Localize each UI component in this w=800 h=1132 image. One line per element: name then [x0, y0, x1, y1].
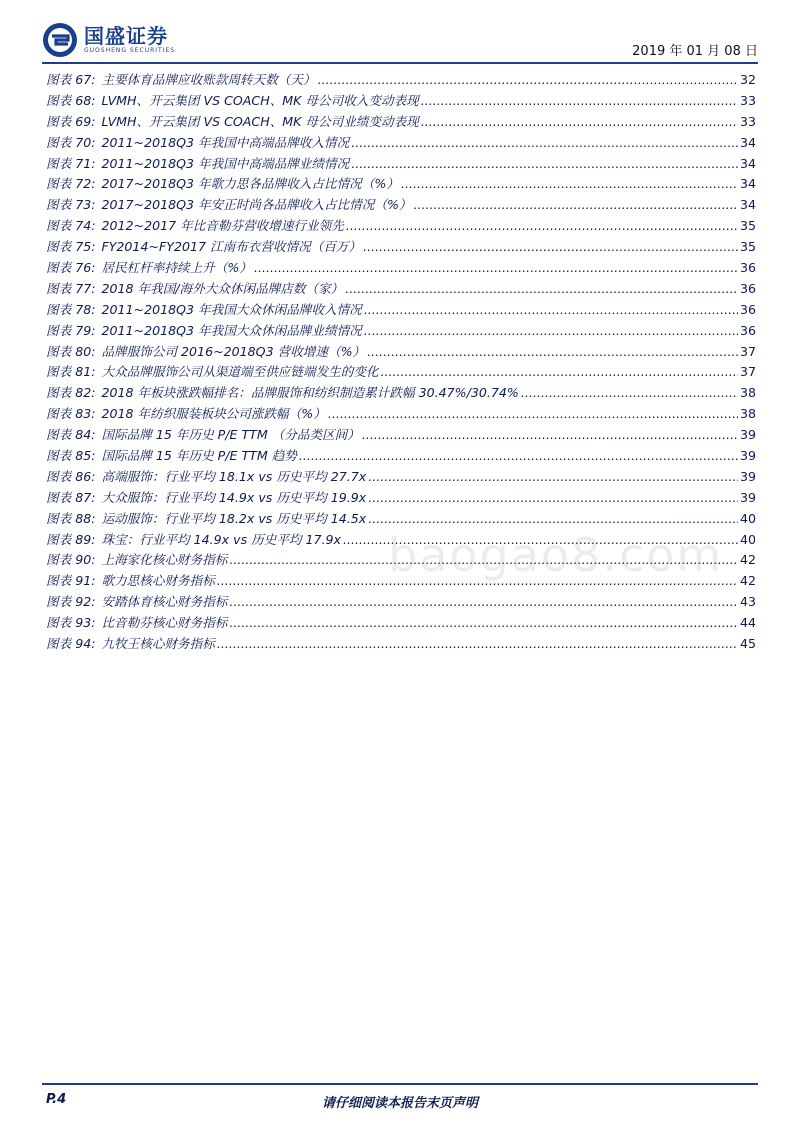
- toc-entry-label: 图表 83:: [46, 406, 96, 422]
- toc-entry[interactable]: [46, 550, 756, 571]
- toc-entry[interactable]: [46, 488, 756, 509]
- toc-dot-leader: [318, 70, 738, 91]
- toc-entry-page: 39: [739, 489, 756, 505]
- page-header: [42, 20, 758, 66]
- toc-dot-leader: [254, 258, 738, 279]
- toc-entry[interactable]: [46, 342, 756, 363]
- toc-entry-label: 图表 80:: [46, 343, 96, 359]
- toc-entry-title: 歌力思核心财务指标: [101, 573, 215, 589]
- toc-dot-leader: [367, 342, 738, 363]
- toc-dot-leader: [381, 362, 738, 383]
- toc-entry-label: 图表 73:: [46, 197, 96, 213]
- toc-entry-label: 图表 74:: [46, 218, 96, 234]
- toc-entry[interactable]: [46, 613, 756, 634]
- toc-entry-title: FY2014~FY2017 江南布衣营收情况（百万）: [101, 239, 362, 255]
- toc-entry-page: 40: [739, 531, 756, 547]
- toc-entry-page: 33: [739, 92, 756, 108]
- toc-entry-label: 图表 87:: [46, 489, 96, 505]
- toc-entry-page: 40: [739, 510, 756, 526]
- toc-dot-leader: [343, 530, 738, 551]
- toc-entry-page: 42: [739, 552, 756, 568]
- toc-entry[interactable]: [46, 279, 756, 300]
- toc-entry[interactable]: [46, 154, 756, 175]
- page-number: P.4: [46, 1092, 67, 1107]
- toc-entry-title: 2017~2018Q3 年歌力思各品牌收入占比情况（%）: [101, 176, 399, 192]
- toc-entry-title: 上海家化核心财务指标: [101, 552, 228, 568]
- toc-entry-title: 品牌服饰公司 2016~2018Q3 营收增速（%）: [101, 343, 366, 359]
- toc-entry-page: 43: [739, 594, 756, 610]
- toc-entry[interactable]: [46, 237, 756, 258]
- toc-entry[interactable]: [46, 446, 756, 467]
- toc-entry-page: 37: [739, 364, 756, 380]
- toc-entry[interactable]: [46, 216, 756, 237]
- toc-entry-title: LVMH、开云集团 VS COACH、MK 母公司收入变动表现: [101, 92, 419, 108]
- toc-entry-label: 图表 72:: [46, 176, 96, 192]
- brand-name-en: GUOSHENG SECURITIES: [84, 47, 176, 54]
- toc-entry-page: 42: [739, 573, 756, 589]
- toc-entry-title: 居民杠杆率持续上升（%）: [101, 260, 252, 276]
- toc-entry-title: 大众品牌服饰公司从渠道端至供应链端发生的变化: [101, 364, 379, 380]
- toc-entry-page: 39: [739, 448, 756, 464]
- toc-entry[interactable]: [46, 133, 756, 154]
- toc-entry[interactable]: [46, 258, 756, 279]
- toc-entry-title: 主要体育品牌应收账款周转天数（天）: [101, 72, 316, 87]
- toc-entry-title: 2011~2018Q3 年我国大众休闲品牌业绩情况: [101, 322, 362, 338]
- toc-dot-leader: [368, 488, 738, 509]
- toc-entry-page: 38: [739, 385, 756, 401]
- toc-entry-title: 安踏体育核心财务指标: [101, 594, 228, 610]
- toc-entry-label: 图表 82:: [46, 385, 96, 401]
- toc-entry-label: 图表 91:: [46, 573, 96, 589]
- toc-entry-title: 国际品牌 15 年历史 P/E TTM 趋势: [101, 448, 297, 464]
- toc-entry-page: 36: [739, 301, 756, 317]
- toc-entry-label: 图表 70:: [46, 134, 96, 150]
- toc-dot-leader: [229, 550, 738, 571]
- toc-dot-leader: [229, 592, 738, 613]
- toc-entry-title: 运动服饰：行业平均 18.2x vs 历史平均 14.5x: [101, 510, 367, 526]
- brand-name-cn: 国盛证券: [84, 24, 168, 48]
- toc-entry[interactable]: [46, 70, 756, 91]
- toc-entry-label: 图表 78:: [46, 301, 96, 317]
- toc-dot-leader: [401, 174, 738, 195]
- toc-entry[interactable]: [46, 112, 756, 133]
- toc-entry-label: 图表 81:: [46, 364, 96, 380]
- toc-dot-leader: [299, 446, 738, 467]
- toc-dot-leader: [364, 321, 738, 342]
- toc-entry-title: 高端服饰：行业平均 18.1x vs 历史平均 27.7x: [101, 468, 367, 484]
- toc-entry-label: 图表 71:: [46, 155, 96, 171]
- toc-entry-page: 34: [739, 176, 756, 192]
- toc-entry-label: 图表 84:: [46, 427, 96, 443]
- figure-list: [46, 70, 756, 655]
- toc-dot-leader: [521, 383, 738, 404]
- toc-entry-title: 2011~2018Q3 年我国中高端品牌收入情况: [101, 134, 350, 150]
- toc-entry-page: 37: [739, 343, 756, 359]
- toc-entry-label: 图表 88:: [46, 510, 96, 526]
- toc-entry[interactable]: [46, 383, 756, 404]
- toc-entry-title: 九牧王核心财务指标: [101, 636, 215, 652]
- toc-entry-title: 2012~2017 年比音勒芬营收增速行业领先: [101, 218, 344, 234]
- toc-dot-leader: [364, 300, 738, 321]
- toc-entry-page: 38: [739, 406, 756, 422]
- toc-entry-label: 图表 86:: [46, 468, 96, 484]
- toc-entry[interactable]: [46, 571, 756, 592]
- toc-dot-leader: [362, 425, 738, 446]
- brand-logo: [42, 22, 175, 58]
- toc-dot-leader: [217, 634, 738, 655]
- toc-entry-label: 图表 75:: [46, 239, 96, 255]
- toc-entry-title: 2018 年我国/海外大众休闲品牌店数（家）: [101, 280, 344, 296]
- toc-entry-page: 45: [739, 636, 756, 652]
- toc-dot-leader: [363, 237, 738, 258]
- toc-dot-leader: [421, 91, 738, 112]
- toc-dot-leader: [345, 279, 738, 300]
- watermark: baogao8.com: [388, 528, 724, 582]
- toc-entry-title: 比音勒芬核心财务指标: [101, 615, 228, 631]
- toc-entry-label: 图表 85:: [46, 448, 96, 464]
- toc-entry[interactable]: [46, 195, 756, 216]
- toc-dot-leader: [421, 112, 738, 133]
- toc-entry-title: 国际品牌 15 年历史 P/E TTM （分品类区间）: [101, 427, 360, 443]
- toc-entry[interactable]: [46, 91, 756, 112]
- toc-entry-page: 36: [739, 280, 756, 296]
- toc-entry-page: 39: [739, 427, 756, 443]
- toc-entry-label: 图表 76:: [46, 260, 96, 276]
- toc-entry[interactable]: [46, 592, 756, 613]
- toc-entry-title: LVMH、开云集团 VS COACH、MK 母公司业绩变动表现: [101, 113, 419, 129]
- toc-entry-page: 32: [739, 72, 756, 87]
- toc-entry-title: 2017~2018Q3 年安正时尚各品牌收入占比情况（%）: [101, 197, 412, 213]
- toc-entry-label: 图表 77:: [46, 280, 96, 296]
- toc-entry[interactable]: [46, 174, 756, 195]
- toc-entry[interactable]: [46, 321, 756, 342]
- toc-entry[interactable]: [46, 362, 756, 383]
- guosheng-logo-icon: [42, 22, 78, 58]
- toc-entry-label: 图表 89:: [46, 531, 96, 547]
- toc-dot-leader: [368, 467, 738, 488]
- toc-entry-title: 大众服饰：行业平均 14.9x vs 历史平均 19.9x: [101, 489, 367, 505]
- toc-entry-title: 2018 年纺织服装板块公司涨跌幅（%）: [101, 406, 326, 422]
- footer-divider: [42, 1083, 758, 1085]
- toc-entry-title: 2011~2018Q3 年我国中高端品牌业绩情况: [101, 155, 350, 171]
- toc-entry-label: 图表 79:: [46, 322, 96, 338]
- toc-dot-leader: [414, 195, 738, 216]
- header-divider: [42, 62, 758, 64]
- toc-entry-page: 33: [739, 113, 756, 129]
- toc-dot-leader: [346, 216, 738, 237]
- toc-entry-title: 2011~2018Q3 年我国大众休闲品牌收入情况: [101, 301, 362, 317]
- toc-entry[interactable]: [46, 509, 756, 530]
- toc-entry-label: 图表 68:: [46, 92, 96, 108]
- toc-dot-leader: [351, 154, 738, 175]
- toc-entry-label: 图表 94:: [46, 636, 96, 652]
- toc-dot-leader: [217, 571, 738, 592]
- toc-entry-page: 35: [739, 239, 756, 255]
- toc-entry-title: 珠宝：行业平均 14.9x vs 历史平均 17.9x: [101, 531, 342, 547]
- toc-entry-page: 36: [739, 322, 756, 338]
- toc-entry[interactable]: [46, 530, 756, 551]
- toc-entry-label: 图表 92:: [46, 594, 96, 610]
- toc-entry-label: 图表 93:: [46, 615, 96, 631]
- toc-entry-label: 图表 67:: [46, 72, 96, 87]
- footer-disclaimer: 请仔细阅读本报告末页声明: [321, 1096, 478, 1111]
- toc-entry[interactable]: [46, 404, 756, 425]
- toc-entry[interactable]: [46, 300, 756, 321]
- toc-entry-label: 图表 69:: [46, 113, 96, 129]
- toc-entry-label: 图表 90:: [46, 552, 96, 568]
- report-date: 2019 年 01 月 08 日: [632, 44, 758, 59]
- toc-dot-leader: [328, 404, 738, 425]
- toc-dot-leader: [368, 509, 738, 530]
- toc-entry-title: 2018 年板块涨跌幅排名：品牌服饰和纺织制造累计跌幅 30.47%/30.74%: [101, 385, 519, 401]
- toc-entry-page: 34: [739, 155, 756, 171]
- toc-entry-page: 34: [739, 197, 756, 213]
- toc-entry-page: 35: [739, 218, 756, 234]
- toc-entry[interactable]: [46, 634, 756, 655]
- toc-entry-page: 34: [739, 134, 756, 150]
- toc-entry[interactable]: [46, 467, 756, 488]
- toc-entry[interactable]: [46, 425, 756, 446]
- toc-entry-page: 36: [739, 260, 756, 276]
- toc-entry-page: 39: [739, 468, 756, 484]
- toc-dot-leader: [229, 613, 738, 634]
- toc-dot-leader: [351, 133, 738, 154]
- toc-entry-page: 44: [739, 615, 756, 631]
